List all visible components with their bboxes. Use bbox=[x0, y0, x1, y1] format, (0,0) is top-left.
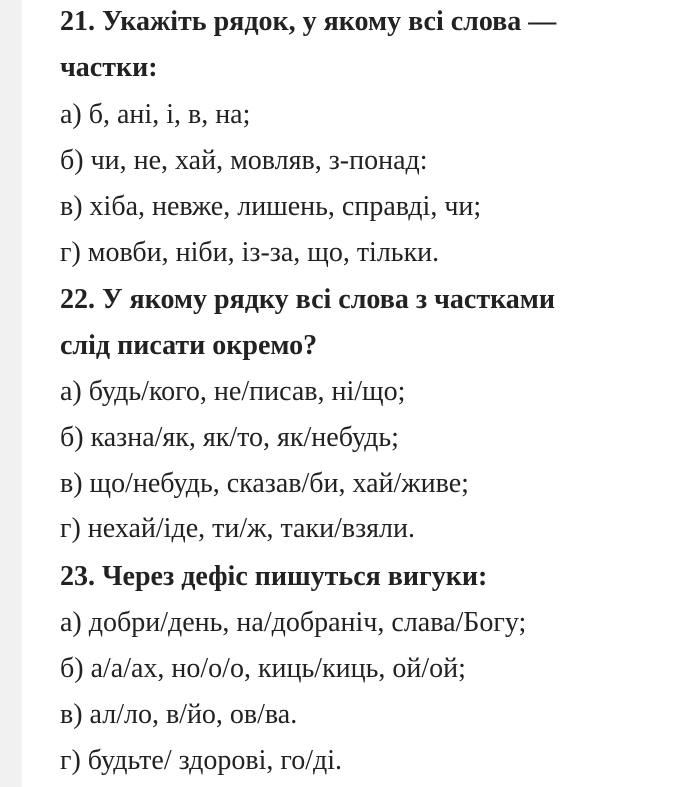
question-21-option-a: а) б, ані, і, в, на; bbox=[60, 99, 251, 130]
question-23-option-b: б) а/а/ах, но/о/о, киць/киць, ой/ой; bbox=[60, 653, 466, 684]
question-22-title-line-1: 22. У якому рядку всі слова з частками bbox=[60, 284, 555, 315]
question-21-option-c: в) хіба, невже, лишень, справді, чи; bbox=[60, 191, 482, 222]
question-22-option-d: г) нехай/іде, ти/ж, таки/взяли. bbox=[60, 513, 415, 544]
question-21-title-line-2: частки: bbox=[60, 52, 158, 83]
question-21-option-b: б) чи, не, хай, мовляв, з-понад: bbox=[60, 145, 428, 176]
left-margin-strip bbox=[0, 0, 22, 787]
quiz-document bbox=[60, 0, 685, 787]
question-23-title: 23. Через дефіс пишуться вигуки: bbox=[60, 561, 488, 592]
question-22-option-b: б) казна/як, як/то, як/небудь; bbox=[60, 422, 399, 453]
question-23-option-d: г) будьте/ здорові, го/ді. bbox=[60, 745, 343, 776]
question-22-option-a: а) будь/кого, не/писав, ні/що; bbox=[60, 376, 406, 407]
question-22-title-line-2: слід писати окремо? bbox=[60, 330, 318, 361]
question-21-option-d: г) мовби, ніби, із-за, що, тільки. bbox=[60, 237, 440, 268]
question-22-option-c: в) що/небудь, сказав/би, хай/живе; bbox=[60, 468, 469, 499]
question-23-option-a: а) добри/день, на/добраніч, слава/Богу; bbox=[60, 607, 527, 638]
question-23-option-c: в) ал/ло, в/йо, ов/ва. bbox=[60, 699, 298, 730]
question-21-title-line-1: 21. Укажіть рядок, у якому всі слова — bbox=[60, 6, 557, 37]
